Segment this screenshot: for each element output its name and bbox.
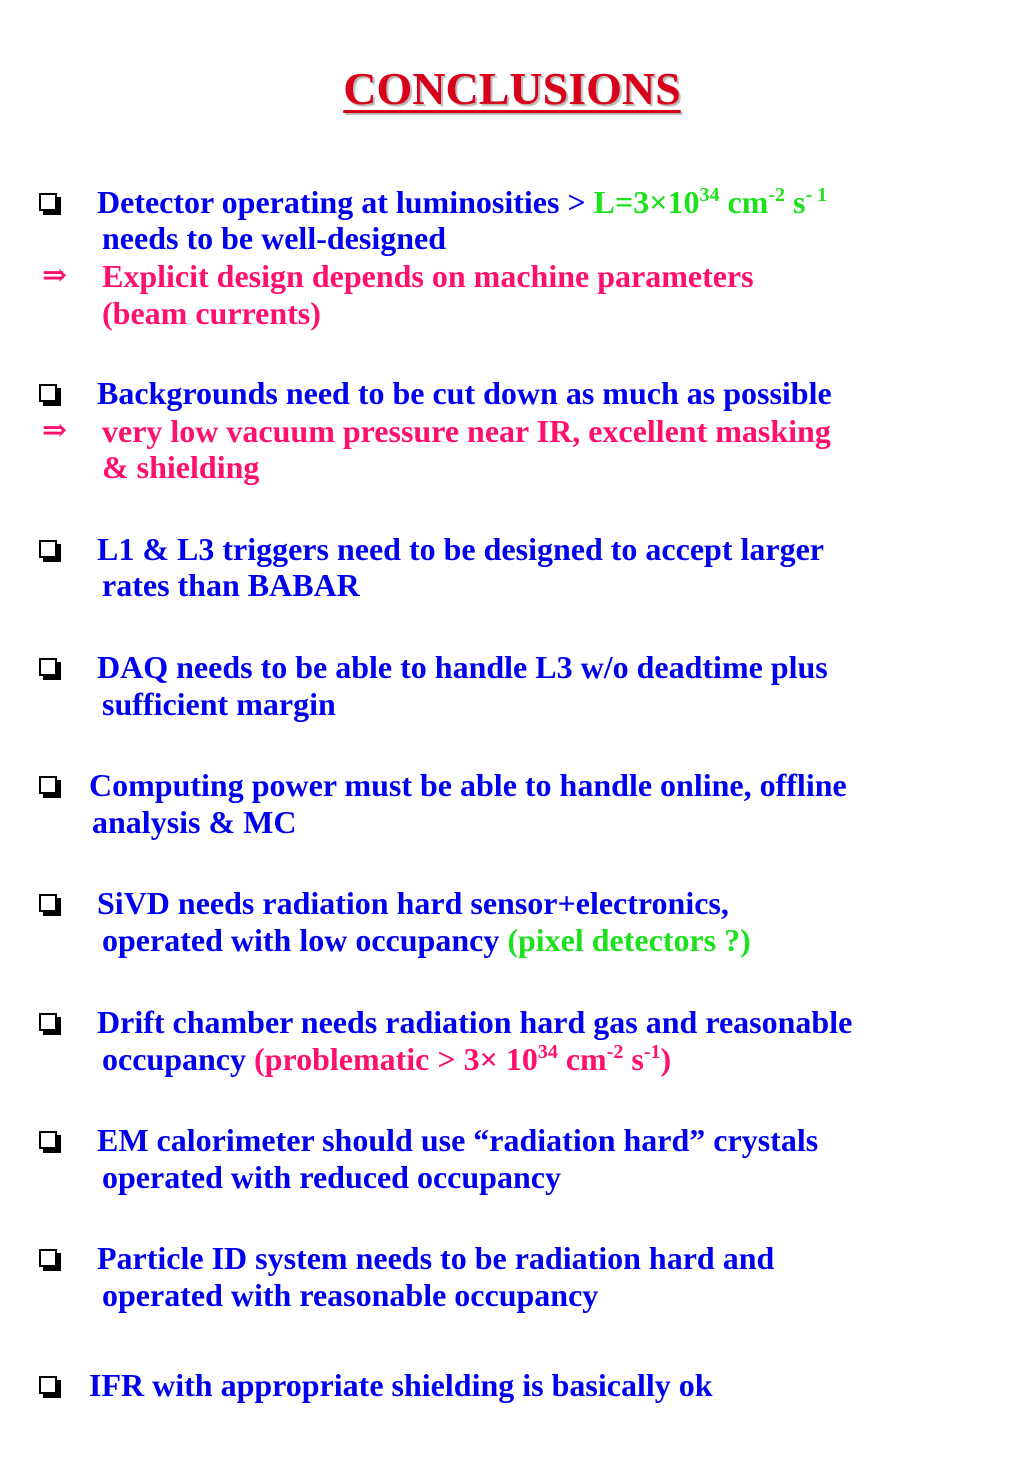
luminosity-value: $L=3\times 10^{34}$ $cm^{-2}$ $s^{- 1}$	[593, 184, 828, 220]
bullet-4-line-1: DAQ needs to be able to handle L3 w/o deadtime plus	[97, 649, 828, 685]
bullet-2-implication-2: & shielding	[102, 449, 260, 485]
checkbox-bullet-icon	[39, 776, 57, 794]
checkbox-bullet-icon	[39, 1013, 57, 1031]
bullet-9-line-1: Particle ID system needs to be radiation hard and	[97, 1240, 775, 1276]
bullet-8-line-2: operated with reduced occupancy	[102, 1159, 561, 1195]
checkbox-bullet-icon	[39, 193, 57, 211]
implies-arrow-icon: ⇒	[42, 414, 68, 447]
bullet-2-implication-1: very low vacuum pressure near IR, excellent masking	[102, 413, 831, 449]
bullet-5-line-2: analysis & MC	[92, 804, 297, 840]
implies-arrow-icon: ⇒	[42, 259, 68, 292]
bullet-7-line-2: occupancy (problematic > $3\times 10^{34}$ $cm^{-2}$ $s^{-1}$)	[102, 1041, 672, 1077]
pixel-detectors-note: (pixel detectors ?)	[507, 922, 751, 958]
problematic-note: (problematic > $3\times 10^{34}$ $cm^{-2}$ $s^{-1}$	[254, 1041, 661, 1077]
page-title: CONCLUSIONS	[343, 63, 681, 114]
bullet-3-line-2: rates than BABAR	[102, 567, 360, 603]
bullet-3-line-1: L1 & L3 triggers need to be designed to accept larger	[97, 531, 824, 567]
bullet-8-line-1: EM calorimeter should use “radiation hard” crystals	[97, 1122, 819, 1158]
bullet-2-line-1: Backgrounds need to be cut down as much as possible	[97, 375, 832, 411]
bullet-6-line-1: SiVD needs radiation hard sensor+electronics,	[97, 885, 729, 921]
checkbox-bullet-icon	[39, 1376, 57, 1394]
bullet-5-line-1: Computing power must be able to handle online, offline	[89, 767, 847, 803]
checkbox-bullet-icon	[39, 1131, 57, 1149]
bullet-9-line-2: operated with reasonable occupancy	[102, 1277, 599, 1313]
bullet-4-line-2: sufficient margin	[102, 686, 336, 722]
checkbox-bullet-icon	[39, 540, 57, 558]
bullet-10-line-1: IFR with appropriate shielding is basically ok	[89, 1367, 713, 1403]
bullet-7-line-1: Drift chamber needs radiation hard gas and reasonable	[97, 1004, 853, 1040]
checkbox-bullet-icon	[39, 384, 57, 402]
checkbox-bullet-icon	[39, 894, 57, 912]
bullet-1-line-1: Detector operating at luminosities > $L=3\times 10^{34}$ $cm^{-2}$ $s^{- 1}$	[97, 184, 828, 220]
checkbox-bullet-icon	[39, 658, 57, 676]
bullet-1-implication-1: Explicit design depends on machine parameters	[102, 258, 754, 294]
checkbox-bullet-icon	[39, 1249, 57, 1267]
bullet-1-implication-2: (beam currents)	[102, 295, 321, 331]
bullet-1-line-2: needs to be well-designed	[102, 220, 446, 256]
bullet-6-line-2: operated with low occupancy (pixel detectors ?)	[102, 922, 751, 958]
